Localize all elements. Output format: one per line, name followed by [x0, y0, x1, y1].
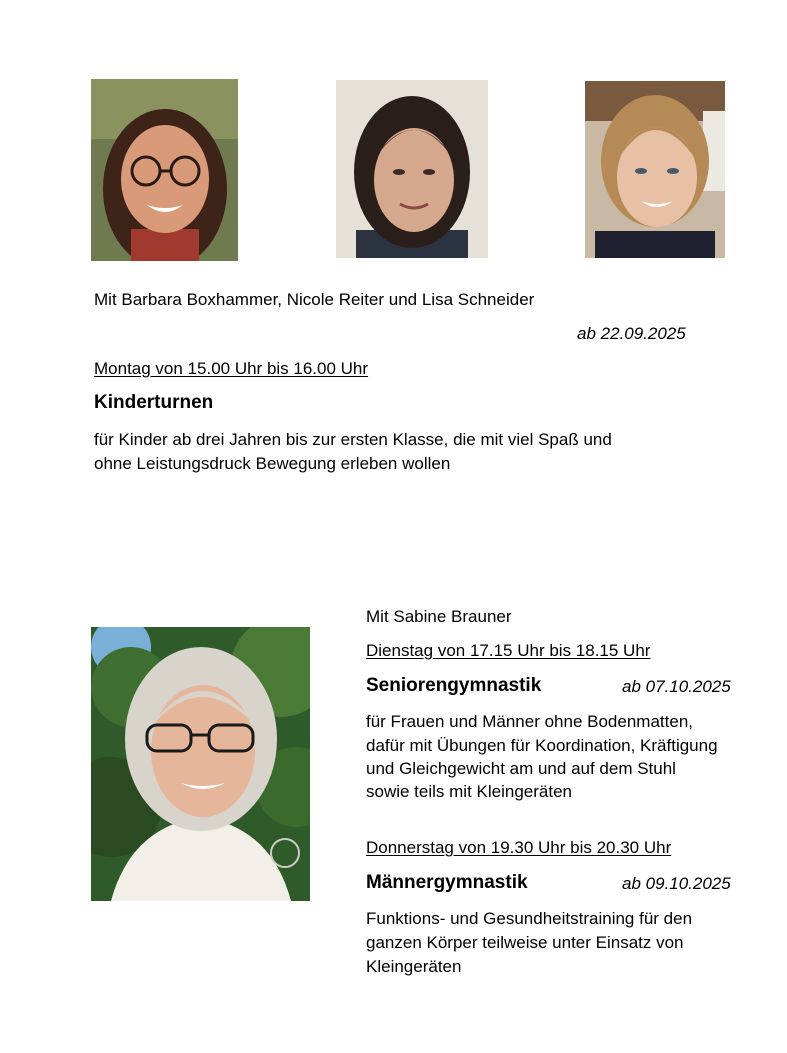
course2-description-line: ganzen Körper teilweise unter Einsatz von — [366, 933, 684, 952]
section1-instructors: Mit Barbara Boxhammer, Nicole Reiter und Lisa Schneider — [94, 290, 535, 309]
section2-instructor: Mit Sabine Brauner — [366, 607, 512, 626]
photo-nicole-reiter — [336, 80, 488, 258]
photo-barbara-boxhammer — [91, 79, 238, 261]
course2-description-line: Funktions- und Gesundheitstraining für den — [366, 909, 693, 928]
section1-description-line: für Kinder ab drei Jahren bis zur ersten Klasse, die mit viel Spaß und — [94, 430, 612, 449]
course1-description-line: und Gleichgewicht am und auf dem Stuhl — [366, 759, 676, 778]
course2-title: Männergymnastik — [366, 872, 528, 893]
section1-title: Kinderturnen — [94, 392, 214, 413]
photo-sabine-brauner — [91, 627, 310, 901]
course1-description-line: für Frauen und Männer ohne Bodenmatten, — [366, 712, 693, 731]
section1-description-line: ohne Leistungsdruck Bewegung erleben wollen — [94, 454, 451, 473]
section1-start-date: ab 22.09.2025 — [577, 324, 686, 343]
course1-title: Seniorengymnastik — [366, 675, 542, 696]
course1-time: Dienstag von 17.15 Uhr bis 18.15 Uhr — [366, 641, 651, 660]
course1-description-line: sowie teils mit Kleingeräten — [366, 782, 572, 801]
course1-description-line: dafür mit Übungen für Koordination, Kräftigung — [366, 736, 718, 755]
photo-lisa-schneider — [585, 81, 725, 258]
course1-start-date: ab 07.10.2025 — [622, 677, 731, 696]
course2-description-line: Kleingeräten — [366, 957, 462, 976]
course2-start-date: ab 09.10.2025 — [622, 874, 731, 893]
section1-time: Montag von 15.00 Uhr bis 16.00 Uhr — [94, 359, 369, 378]
course2-time: Donnerstag von 19.30 Uhr bis 20.30 Uhr — [366, 838, 672, 857]
